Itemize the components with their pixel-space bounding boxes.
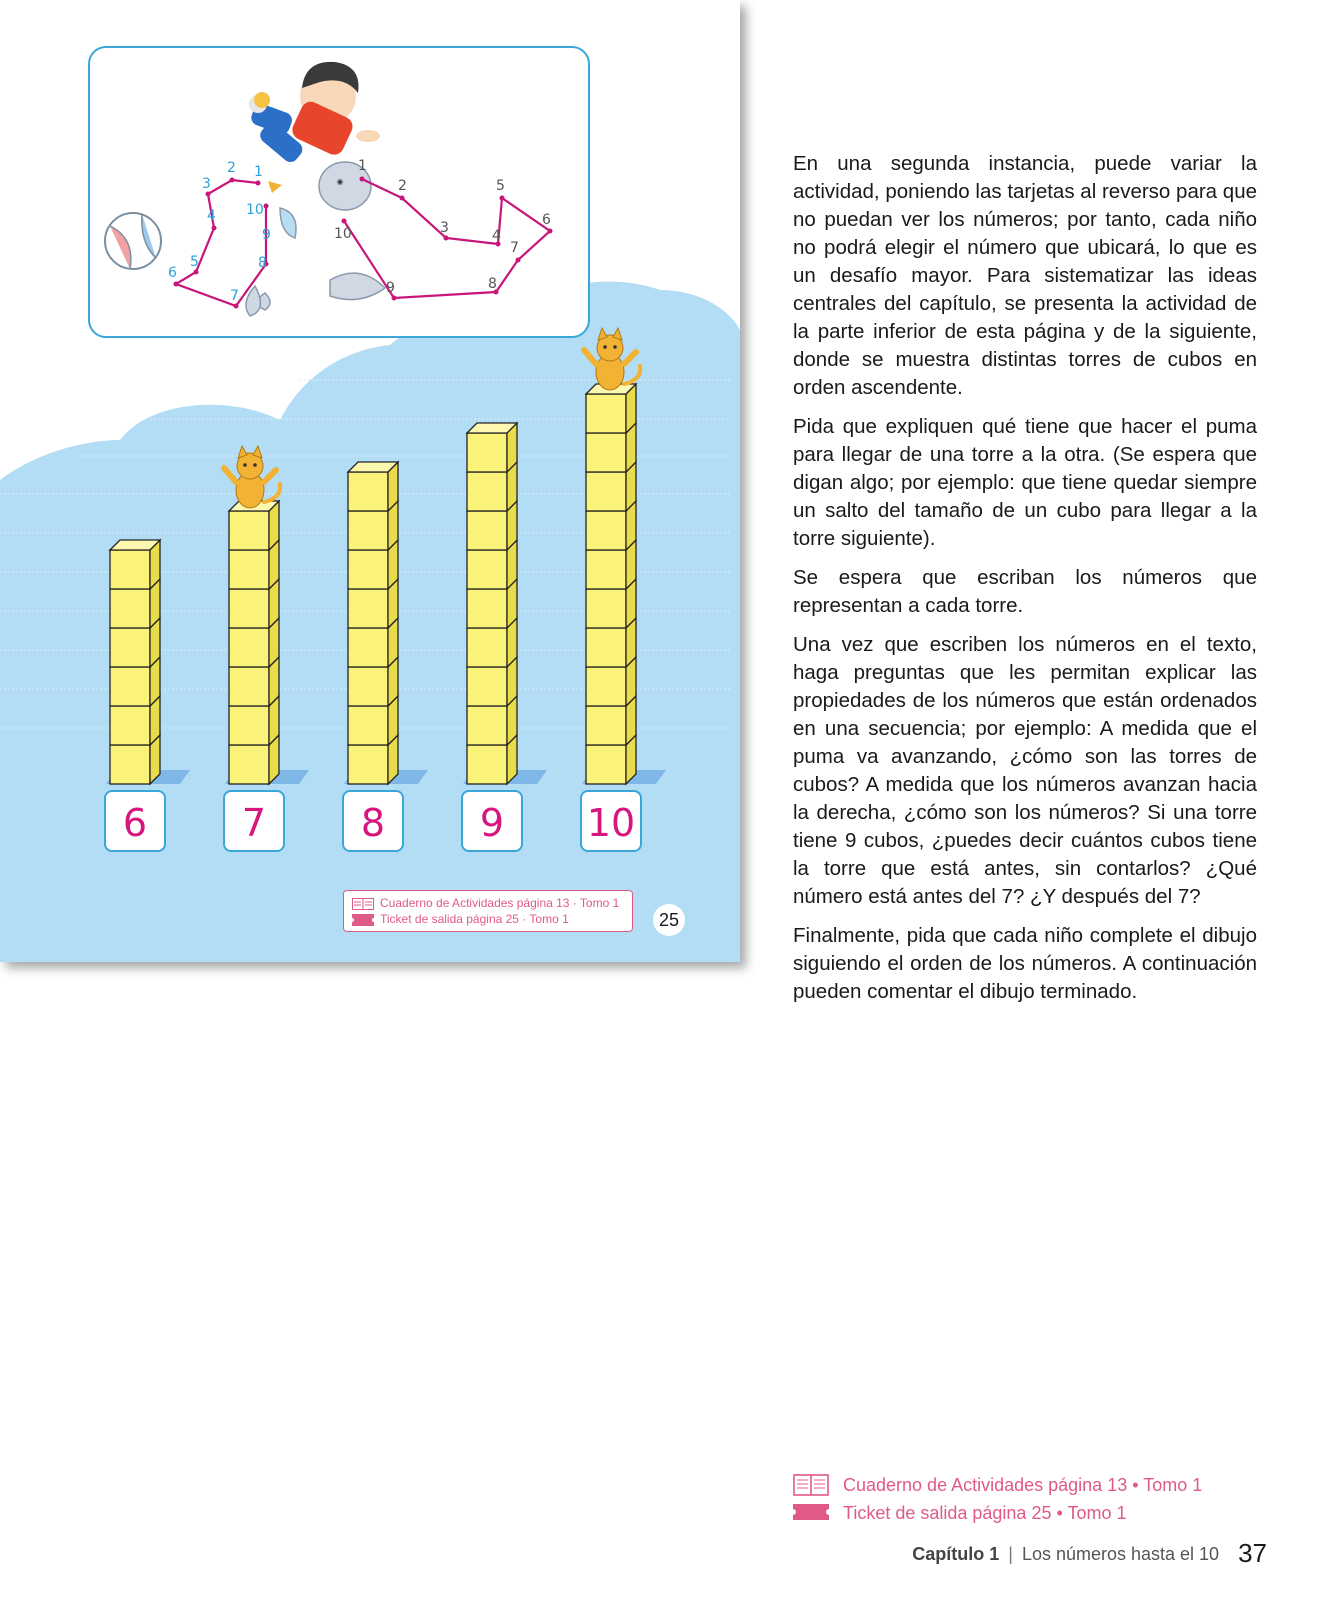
number-card-8: 8: [342, 790, 404, 852]
dot-label: 2: [227, 160, 236, 176]
dot-label: 10: [334, 226, 352, 242]
cube: [586, 394, 626, 433]
cube: [467, 745, 507, 784]
dot-label: 9: [262, 227, 271, 243]
cube: [229, 589, 269, 628]
number-card-6: 6: [104, 790, 166, 852]
cube: [467, 433, 507, 472]
cube: [348, 745, 388, 784]
cube: [586, 472, 626, 511]
cube: [110, 628, 150, 667]
number-card-9: 9: [461, 790, 523, 852]
cube: [467, 550, 507, 589]
dot-label: 3: [202, 176, 211, 192]
cube: [110, 589, 150, 628]
dot-label: 10: [246, 202, 264, 218]
cube: [348, 706, 388, 745]
student-page-references: [343, 890, 633, 932]
number-card-10: 10: [580, 790, 642, 852]
page-number: 37: [1238, 1538, 1267, 1568]
cube: [348, 589, 388, 628]
puma-icon: [224, 446, 280, 508]
student-ref-ticket: Ticket de salida página 25 · Tomo 1: [380, 912, 569, 926]
dot-label: 2: [398, 178, 407, 194]
dot-label: 5: [496, 178, 505, 194]
dot-label: 7: [230, 288, 239, 304]
guide-paragraph: En una segunda instancia, puede variar la actividad, poniendo las tarjetas al reverso para que no puedan ver los números; por tanto, cada niño no podrá elegir el número que ubicará, lo que es un desafío mayor. Para sistematizar las ideas centrales del capítulo, se presenta la actividad de la parte inferior de esta página y de la siguiente, donde se muestra distintas torres de cubos en orden ascendente.: [793, 152, 1257, 399]
cube: [348, 472, 388, 511]
chapter-title: Los números hasta el 10: [1021, 1544, 1220, 1564]
dot-label: 6: [168, 265, 177, 281]
book-icon: [793, 1474, 829, 1496]
cube: [229, 667, 269, 706]
cube: [586, 706, 626, 745]
cube: [586, 550, 626, 589]
footer-separator: |: [1008, 1544, 1013, 1564]
cube: [467, 628, 507, 667]
book-icon: [352, 898, 374, 910]
cube: [467, 667, 507, 706]
cube: [586, 745, 626, 784]
guide-paragraph: Se espera que escriban los números que representan a cada torre.: [793, 566, 1257, 617]
ticket-icon: [352, 914, 374, 926]
cube: [586, 433, 626, 472]
cube: [467, 472, 507, 511]
cube: [229, 706, 269, 745]
cube: [348, 667, 388, 706]
ref-activities: [793, 1471, 1233, 1499]
cube: [467, 706, 507, 745]
dot-label: 1: [358, 158, 367, 174]
page-footer: [912, 1538, 1267, 1569]
cube: [229, 550, 269, 589]
dot-label: 9: [386, 280, 395, 296]
dot-label: 3: [440, 220, 449, 236]
cube: [110, 706, 150, 745]
dot-label: 8: [258, 255, 267, 271]
cube: [586, 628, 626, 667]
cube: [229, 511, 269, 550]
ref-ticket-label: Ticket de salida página 25 • Tomo 1: [843, 1503, 1127, 1523]
dot-label: 4: [492, 228, 501, 244]
cube: [586, 667, 626, 706]
cube: [348, 550, 388, 589]
puma-icon: [584, 328, 640, 390]
cube: [467, 511, 507, 550]
cube: [110, 745, 150, 784]
dot-label: 6: [542, 212, 551, 228]
cube: [229, 745, 269, 784]
dot-label: 5: [190, 254, 199, 270]
student-page-number: 25: [653, 904, 685, 936]
number-card-7: 7: [223, 790, 285, 852]
guide-text: [793, 150, 1257, 1017]
student-ref-activities: Cuaderno de Actividades página 13 · Tomo 1: [380, 896, 620, 910]
dot-label: 1: [254, 164, 263, 180]
ticket-icon: [793, 1502, 829, 1522]
cube: [348, 628, 388, 667]
guide-paragraph: Finalmente, pida que cada niño complete el dibujo siguiendo el orden de los números. A continuación pueden comentar el dibujo terminado.: [793, 924, 1257, 1003]
cube: [229, 628, 269, 667]
chapter-label: Capítulo 1: [912, 1544, 1000, 1564]
cube: [110, 550, 150, 589]
resource-references: [793, 1471, 1233, 1527]
cube: [348, 511, 388, 550]
cube: [110, 667, 150, 706]
guide-paragraph: Pida que expliquen qué tiene que hacer el puma para llegar de una torre a la otra. (Se espera que digan algo; por ejemplo: que tiene quedar siempre un salto del tamaño de un cubo para llegar a la torre siguiente).: [793, 415, 1257, 550]
dot-label: 7: [510, 240, 519, 256]
guide-paragraph: Una vez que escriben los números en el texto, haga preguntas que les permitan explicar las propiedades de los números que están ordenados en una secuencia; por ejemplo: A medida que el puma va avanzando, ¿cómo son las torres de cubos? A medida que los números avanzan hacia la derecha, ¿cómo son los números? Si una torre tiene 9 cubos, ¿puedes decir cuántos cubos tiene la torre que está antes, sin contarlos? ¿Qué número está antes del 7? ¿Y después del 7?: [793, 633, 1257, 908]
cube: [586, 511, 626, 550]
student-book-page: [0, 0, 740, 962]
cube: [586, 589, 626, 628]
dot-label: 8: [488, 276, 497, 292]
cube: [467, 589, 507, 628]
ref-activities-label: Cuaderno de Actividades página 13 • Tomo 1: [843, 1475, 1203, 1495]
dot-label: 4: [207, 208, 216, 224]
ref-ticket: [793, 1499, 1233, 1527]
